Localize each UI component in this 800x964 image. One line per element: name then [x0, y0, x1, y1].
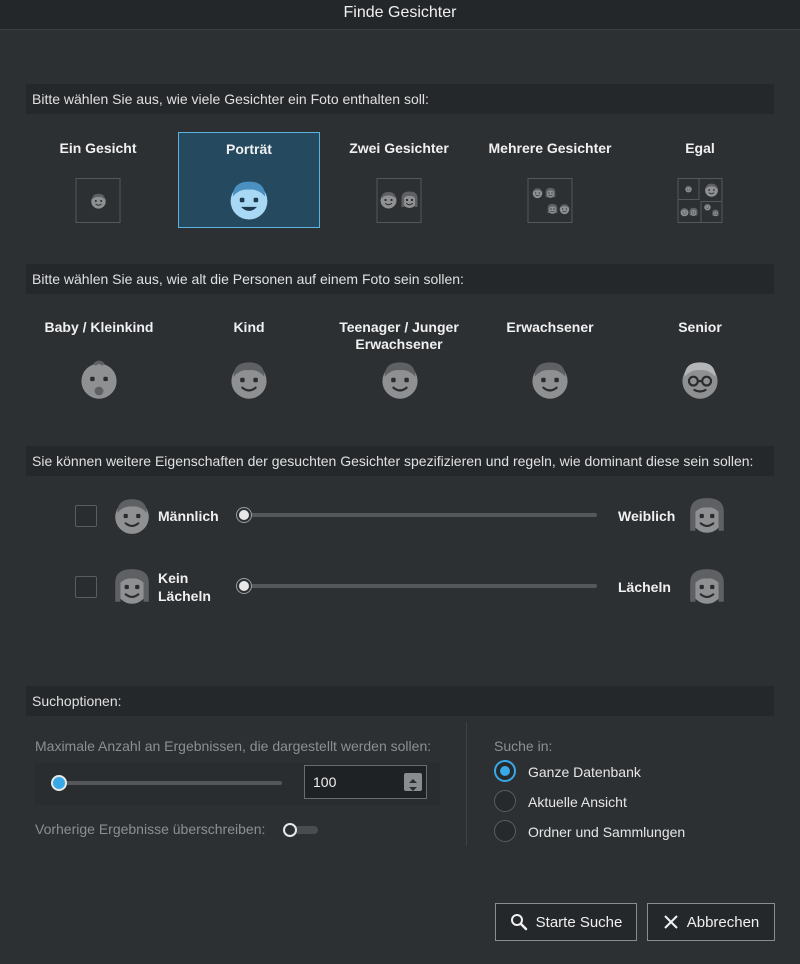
- spinner-icon[interactable]: [404, 773, 422, 791]
- multiple-faces-icon: [528, 178, 573, 223]
- portrait-face-icon: [226, 177, 272, 223]
- option-label: Mehrere Gesichter: [488, 140, 612, 156]
- gender-slider-thumb[interactable]: [237, 508, 251, 522]
- age-label: Senior: [678, 319, 722, 335]
- age-teen[interactable]: [316, 319, 482, 353]
- cancel-label: Abbrechen: [686, 913, 760, 931]
- option-portrait[interactable]: [178, 132, 320, 228]
- smile-checkbox[interactable]: [75, 576, 97, 598]
- age-child[interactable]: [174, 319, 324, 336]
- age-senior[interactable]: [625, 319, 775, 336]
- search-icon: [510, 913, 528, 931]
- male-face-icon: [111, 495, 153, 537]
- max-results-label: Maximale Anzahl an Ergebnissen, die dargestellt werden sollen:: [35, 738, 432, 754]
- age-label: Baby / Kleinkind: [44, 319, 154, 335]
- child-face-icon[interactable]: [227, 358, 271, 402]
- teen-face-icon[interactable]: [378, 358, 422, 402]
- option-two-faces[interactable]: [328, 132, 470, 228]
- no-smile-face-icon: [111, 566, 153, 608]
- age-label: Kind: [233, 319, 265, 335]
- radio-folders-collections-label[interactable]: Ordner und Sammlungen: [528, 824, 686, 840]
- max-results-value: 100: [313, 774, 337, 790]
- option-any[interactable]: [629, 132, 771, 228]
- start-search-label: Starte Suche: [535, 913, 623, 931]
- option-one-face[interactable]: [27, 132, 169, 228]
- close-icon: [663, 914, 679, 930]
- senior-face-icon[interactable]: [678, 358, 722, 402]
- properties-header: Sie können weitere Eigenschaften der gesuchten Gesichter spezifizieren und regeln, wie dominant diese sein sollen:: [26, 446, 774, 476]
- option-label: Zwei Gesichter: [349, 140, 449, 156]
- option-label: Porträt: [226, 141, 272, 157]
- age-adult[interactable]: [475, 319, 625, 336]
- no-smile-label: Kein Lächeln: [158, 570, 211, 604]
- smile-slider-thumb[interactable]: [237, 579, 251, 593]
- baby-face-icon[interactable]: [77, 358, 121, 402]
- age-label: Teenager / Junger Erwachsener: [339, 319, 459, 352]
- option-label: Egal: [685, 140, 715, 156]
- option-label: Ein Gesicht: [59, 140, 137, 156]
- max-results-slider-thumb[interactable]: [51, 775, 67, 791]
- window-title: Finde Gesichter: [0, 0, 800, 30]
- female-face-icon: [686, 495, 728, 537]
- options-divider: [466, 722, 467, 846]
- radio-current-view[interactable]: [494, 790, 516, 812]
- search-options-header: Suchoptionen:: [26, 686, 774, 716]
- overwrite-toggle-knob[interactable]: [283, 823, 297, 837]
- search-in-label: Suche in:: [494, 738, 553, 754]
- smile-face-icon: [686, 566, 728, 608]
- two-faces-icon: [377, 178, 422, 223]
- face-count-header: Bitte wählen Sie aus, wie viele Gesichter ein Foto enthalten soll:: [26, 84, 774, 114]
- option-multiple-faces[interactable]: [479, 132, 621, 228]
- overwrite-label: Vorherige Ergebnisse überschreiben:: [35, 821, 266, 837]
- age-baby[interactable]: [24, 319, 174, 336]
- radio-whole-database-label[interactable]: Ganze Datenbank: [528, 764, 641, 780]
- max-results-input[interactable]: [304, 765, 427, 799]
- radio-whole-database[interactable]: [494, 760, 516, 782]
- radio-folders-collections[interactable]: [494, 820, 516, 842]
- smile-label: Lächeln: [618, 579, 671, 595]
- female-label: Weiblich: [618, 508, 676, 524]
- start-search-button[interactable]: [495, 903, 637, 941]
- age-label: Erwachsener: [506, 319, 594, 335]
- cancel-button[interactable]: [647, 903, 775, 941]
- male-label: Männlich: [158, 508, 219, 524]
- adult-face-icon[interactable]: [528, 358, 572, 402]
- max-results-slider-track[interactable]: [58, 781, 282, 785]
- age-header: Bitte wählen Sie aus, wie alt die Personen auf einem Foto sein sollen:: [26, 264, 774, 294]
- single-face-icon: [76, 178, 121, 223]
- gender-checkbox[interactable]: [75, 505, 97, 527]
- gender-slider-track[interactable]: [242, 513, 597, 517]
- smile-slider-track[interactable]: [242, 584, 597, 588]
- any-faces-icon: [678, 178, 723, 223]
- radio-current-view-label[interactable]: Aktuelle Ansicht: [528, 794, 627, 810]
